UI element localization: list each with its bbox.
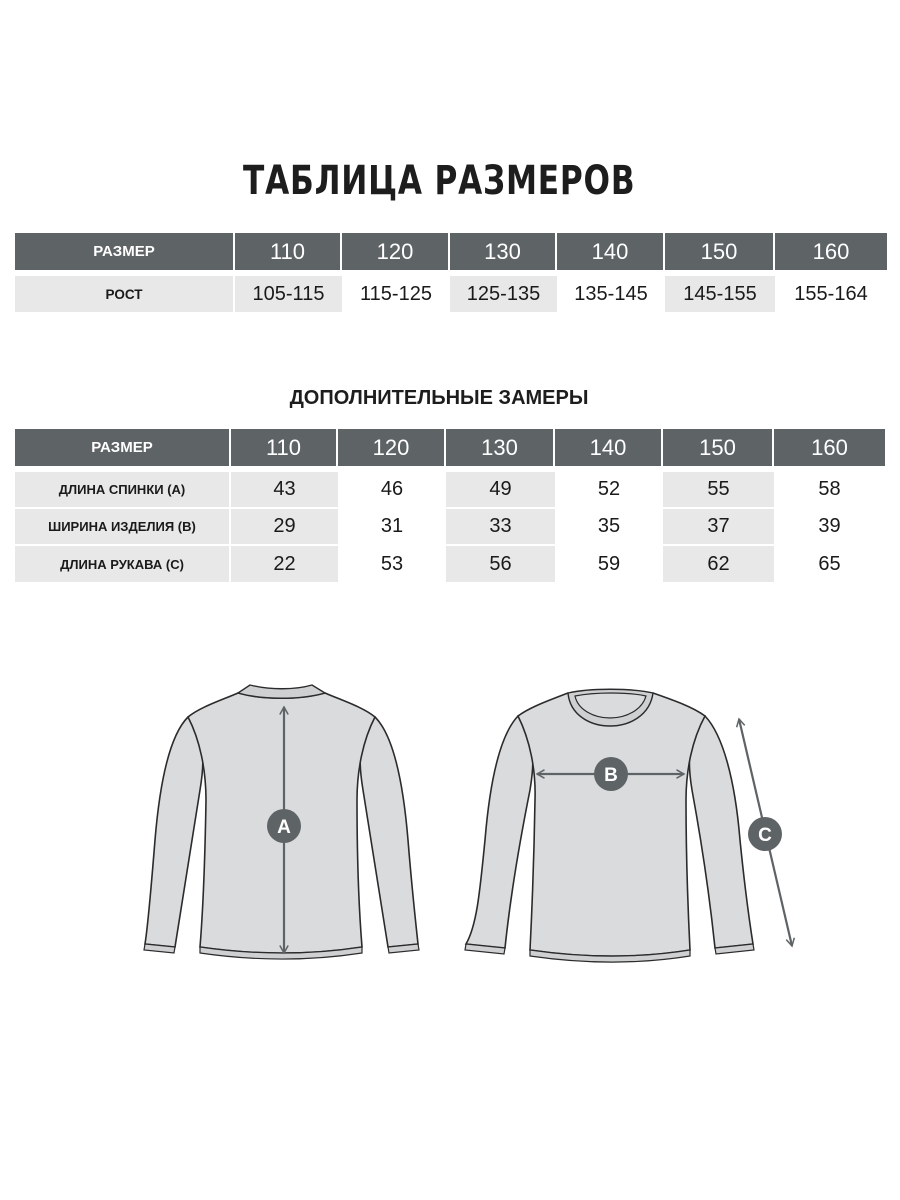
size-table — [15, 233, 887, 313]
height-row-label: РОСТ — [15, 276, 235, 312]
size-header-150: 150 — [665, 233, 775, 270]
measure-cell: 37 — [663, 509, 774, 544]
height-cell: 125-135 — [450, 276, 557, 312]
size-header-130: 130 — [450, 233, 557, 270]
measure-cell: 35 — [555, 509, 663, 544]
back-length-label: ДЛИНА СПИНКИ (А) — [15, 472, 231, 507]
svg-text:C: C — [758, 825, 772, 846]
measure-cell: 31 — [338, 509, 446, 544]
height-cell: 145-155 — [665, 276, 775, 312]
measure-header-120: 120 — [338, 429, 446, 466]
measure-cell: 22 — [231, 546, 338, 582]
measure-cell: 49 — [446, 472, 555, 507]
measure-cell: 52 — [555, 472, 663, 507]
measure-header-110: 110 — [231, 429, 338, 466]
measure-cell: 62 — [663, 546, 774, 582]
width-row — [15, 509, 885, 544]
size-table-header — [15, 233, 887, 270]
measure-cell: 43 — [231, 472, 338, 507]
shirt-back-view — [144, 685, 419, 959]
height-row — [15, 276, 887, 312]
section-subtitle: ДОПОЛНИТЕЛЬНЫЕ ЗАМЕРЫ — [289, 387, 589, 409]
measure-cell: 29 — [231, 509, 338, 544]
measure-cell: 33 — [446, 509, 555, 544]
page-title: ТАБЛИЦА РАЗМЕРОВ — [243, 158, 636, 204]
measure-cell: 58 — [774, 472, 885, 507]
size-header-110: 110 — [235, 233, 342, 270]
measure-header-label: РАЗМЕР — [15, 429, 231, 466]
size-header-label: РАЗМЕР — [15, 233, 235, 270]
measure-cell: 46 — [338, 472, 446, 507]
size-header-120: 120 — [342, 233, 450, 270]
measurements-table-header — [15, 429, 885, 466]
size-header-160: 160 — [775, 233, 887, 270]
measure-header-140: 140 — [555, 429, 663, 466]
measure-cell: 56 — [446, 546, 555, 582]
height-cell: 135-145 — [557, 276, 665, 312]
width-label: ШИРИНА ИЗДЕЛИЯ (В) — [15, 509, 231, 544]
svg-text:B: B — [604, 765, 618, 786]
height-cell: 115-125 — [342, 276, 450, 312]
marker-c-badge — [748, 817, 782, 851]
measure-cell: 59 — [555, 546, 663, 582]
shirt-front-view — [465, 689, 792, 962]
marker-a-badge — [267, 809, 301, 843]
measure-cell: 39 — [774, 509, 885, 544]
measurement-diagram — [0, 660, 900, 980]
measure-header-150: 150 — [663, 429, 774, 466]
measure-cell: 55 — [663, 472, 774, 507]
measurements-table — [15, 429, 885, 583]
sleeve-length-row — [15, 546, 885, 582]
height-cell: 155-164 — [775, 276, 887, 312]
marker-b-badge — [594, 757, 628, 791]
measure-header-130: 130 — [446, 429, 555, 466]
size-header-140: 140 — [557, 233, 665, 270]
measure-header-160: 160 — [774, 429, 885, 466]
height-cell: 105-115 — [235, 276, 342, 312]
back-length-row — [15, 472, 885, 507]
measure-cell: 65 — [774, 546, 885, 582]
measure-cell: 53 — [338, 546, 446, 582]
svg-text:A: A — [277, 817, 291, 838]
sleeve-length-label: ДЛИНА РУКАВА (С) — [15, 546, 231, 582]
